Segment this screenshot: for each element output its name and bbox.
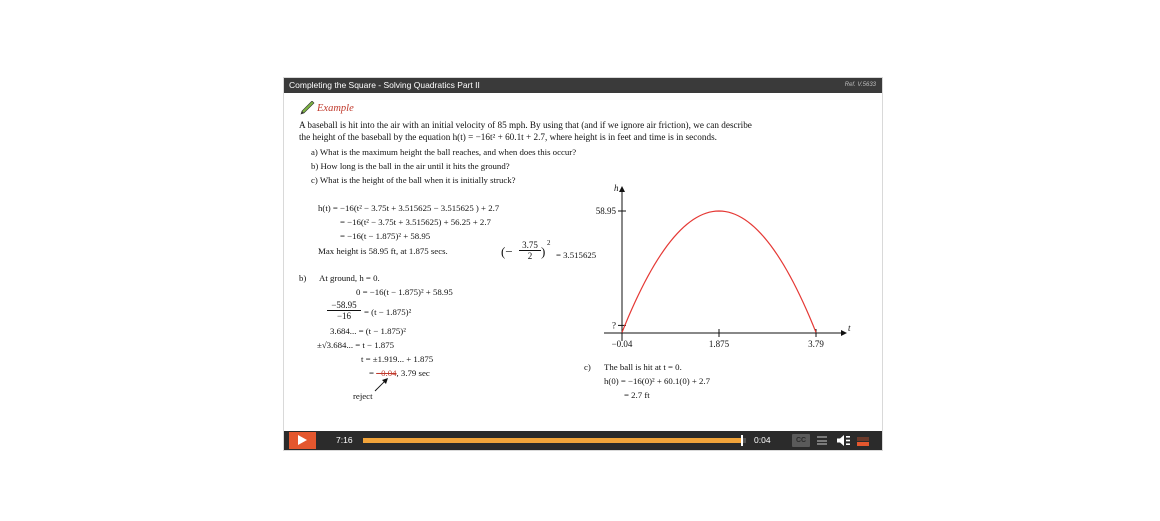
question-a: a) What is the maximum height the ball reaches, and when does this occur? [311,147,577,157]
x-tick-label-0: −0.04 [611,339,633,349]
menu-icon[interactable] [815,434,829,447]
slide-area[interactable] [284,93,882,430]
video-title: Completing the Square - Solving Quadratics Part II [289,80,480,90]
question-b: b) How long is the ball in the air until it hits the ground? [311,161,510,171]
problem-text-line-1: A baseball is hit into the air with an initial velocity of 85 mph. By using that (and if we ignore air friction), we can describe [299,120,752,130]
play-button[interactable] [289,432,316,449]
side-calc-open-paren: (− [501,244,513,259]
x-tick-label-2: 3.79 [808,339,824,349]
parabola-graph [584,181,854,361]
work-a-line-1: h(t) = −16(t² − 3.75t + 3.515625 − 3.515625 ) + 2.7 [318,203,500,213]
work-c-line-3: = 2.7 ft [624,390,650,400]
pencil-icon [300,101,316,115]
max-height-statement: Max height is 58.95 ft, at 1.875 secs. [318,246,448,256]
work-b-fraction: $\frac{-58.95}{-16}$ [327,300,361,321]
progress-bar[interactable] [363,438,746,443]
x-tick-label-1: 1.875 [708,339,730,349]
parabola-curve [622,211,816,332]
example-heading: Example [317,103,354,114]
title-bar [284,78,882,93]
work-b-line-4: ±√3.684... = t − 1.875 [317,340,395,350]
work-b-answer: = −0.04, 3.79 sec [369,368,430,378]
remaining-time: 0:04 [754,435,771,445]
control-bar [284,431,882,450]
part-b-label: b) [299,273,307,283]
elapsed-time: 7:16 [336,435,353,445]
closed-captions-button[interactable]: CC [792,434,810,447]
reject-arrow-icon [372,377,392,393]
side-calc-close-paren: ) [541,244,546,259]
work-a-line-3: = −16(t − 1.875)² + 58.95 [340,231,431,241]
progress-handle[interactable] [741,435,743,446]
video-player [284,78,882,450]
work-b-line-2: 0 = −16(t − 1.875)² + 58.95 [356,287,453,297]
work-a-line-2: = −16(t² − 3.75t + 3.515625) + 56.25 + 2.7 [340,217,491,227]
problem-text-line-2: the height of the baseball by the equation h(t) = −16t² + 60.1t + 2.7, where height is in feet and time is in seconds. [299,132,717,142]
reject-label: reject [353,391,373,401]
x-axis-label: t [848,323,851,333]
rejected-root: −0.04 [376,368,397,378]
y-tick-label-initial: ? [612,320,616,331]
work-b-line-5: t = ±1.919... + 1.875 [361,354,434,364]
y-tick-label-max: 58.95 [595,206,616,216]
work-c-line-2: h(0) = −16(0)² + 60.1(0) + 2.7 [604,376,711,386]
progress-fill [363,438,742,443]
work-b-line-3: 3.684... = (t − 1.875)² [330,326,406,336]
play-icon [298,435,307,445]
quality-bars-icon[interactable] [856,434,870,447]
question-c: c) What is the height of the ball when it is initially struck? [311,175,516,185]
part-c-label: c) [584,362,591,372]
side-calc-result: = 3.515625 [556,250,597,260]
work-c-line-1: The ball is hit at t = 0. [604,362,682,372]
side-calc-power: 2 [547,239,551,247]
work-b-fraction-rhs: = (t − 1.875)² [364,307,412,317]
work-b-line-1: At ground, h = 0. [319,273,380,283]
reference-code: Ref. V.5633 [844,82,876,88]
volume-icon[interactable] [836,434,852,447]
side-calc-fraction: $\frac{3.75}{2}$ [519,240,541,261]
y-axis-label: h [614,183,619,193]
